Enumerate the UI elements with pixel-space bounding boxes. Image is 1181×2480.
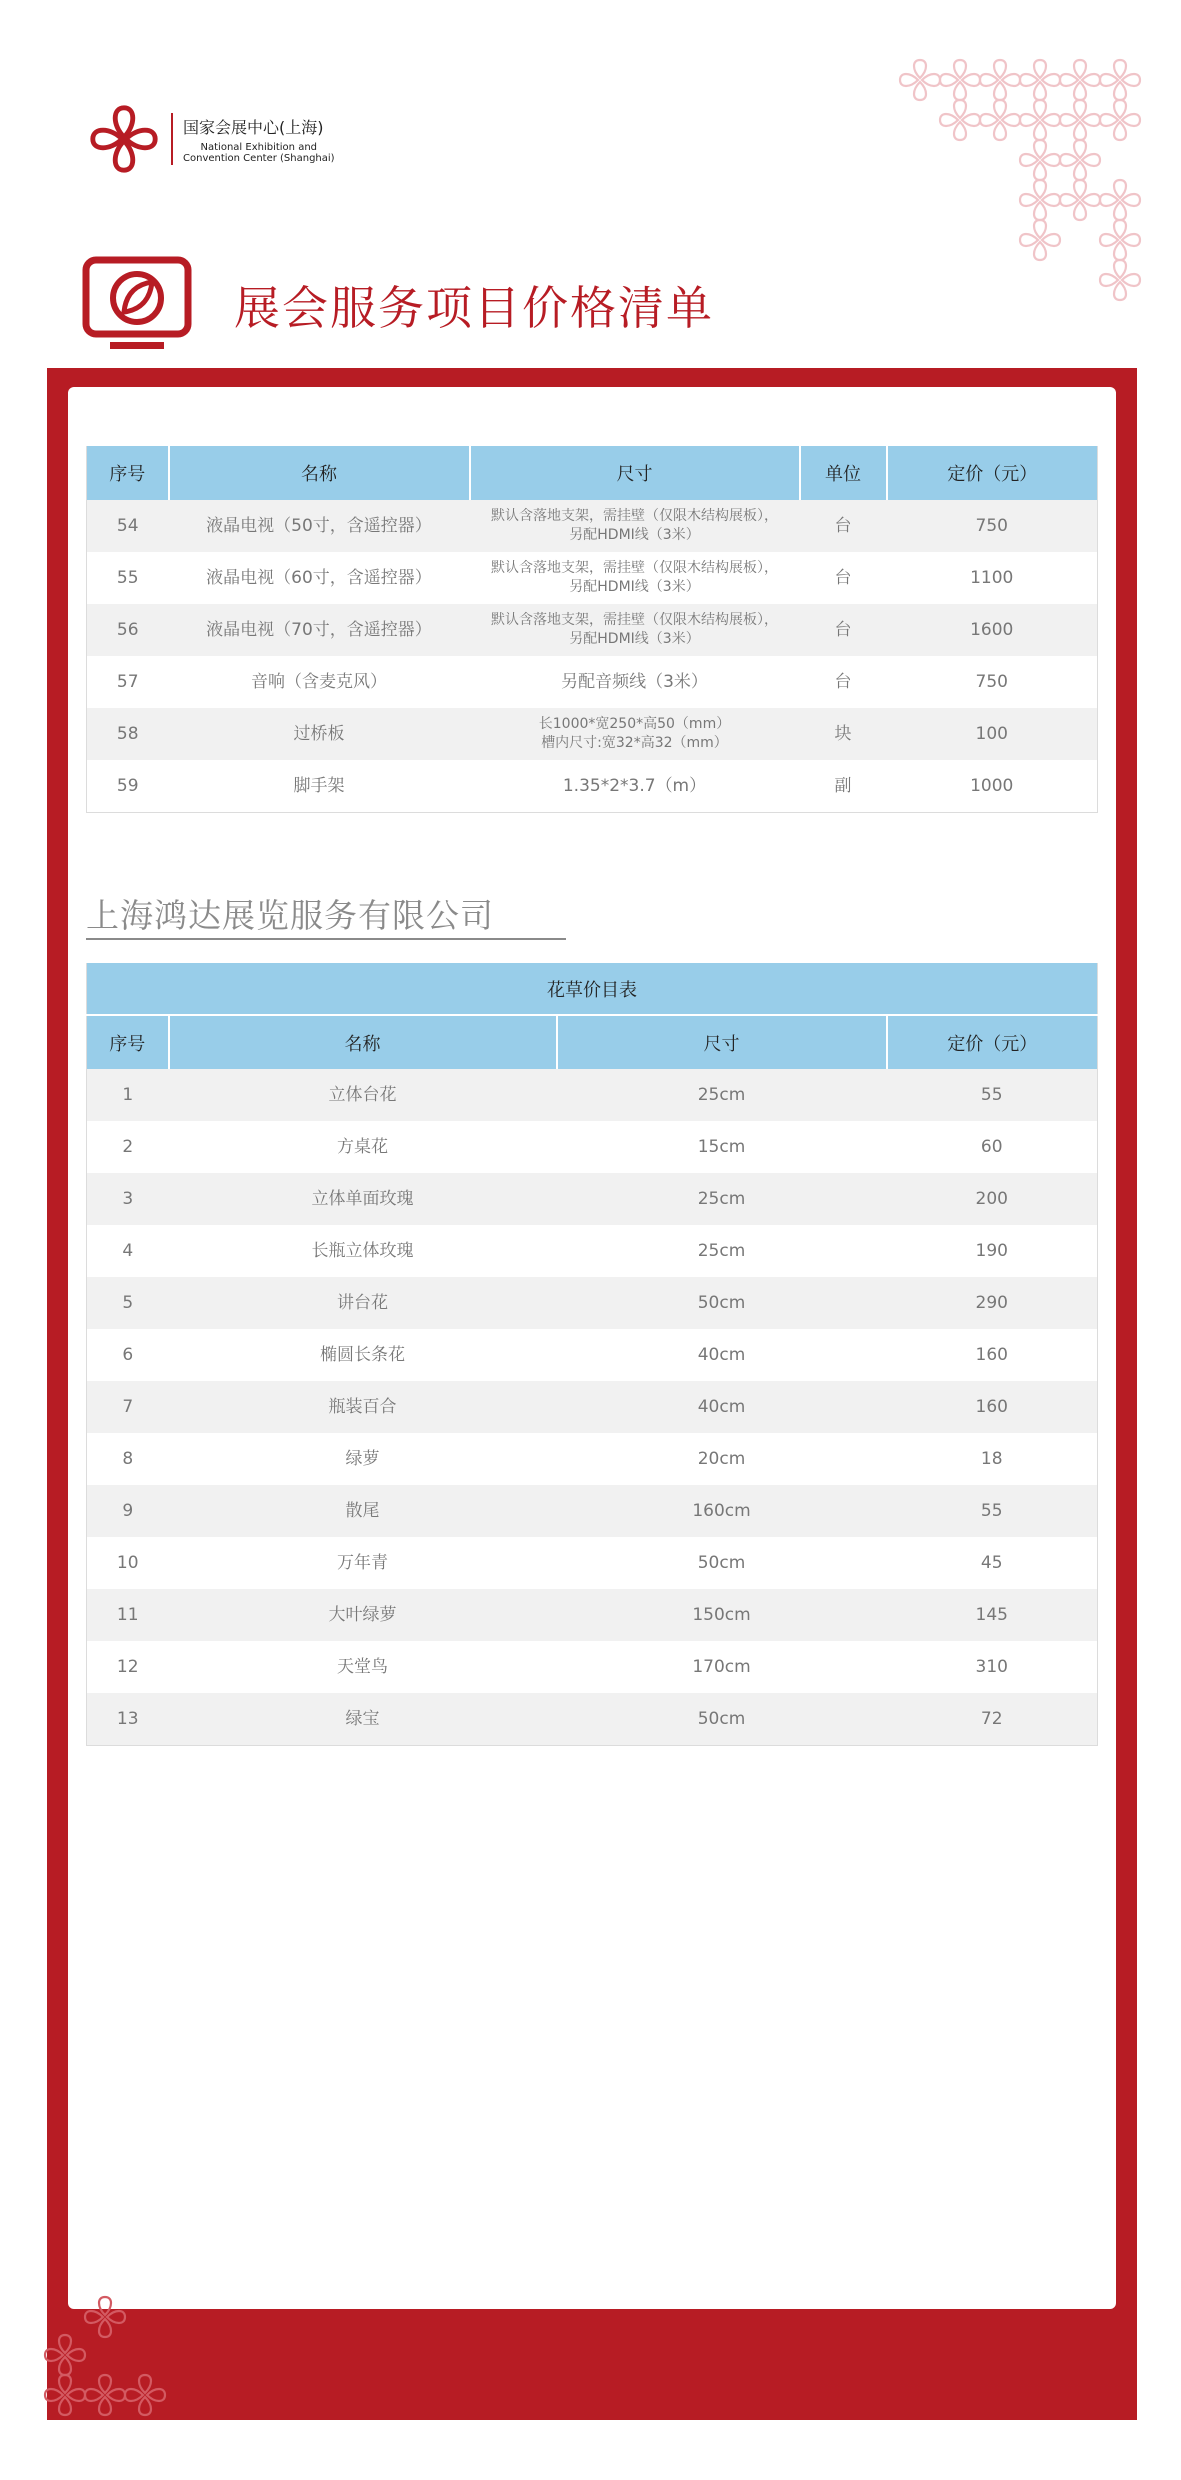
cell-name: 绿萝 bbox=[345, 1449, 380, 1469]
header-price: 定价（元） bbox=[887, 446, 1098, 500]
cell-name: 散尾 bbox=[169, 1485, 557, 1537]
cell-size bbox=[470, 552, 800, 604]
clover-pattern-decoration-bottom bbox=[40, 2295, 180, 2430]
table-header-row bbox=[87, 446, 1098, 500]
cell-size: 25cm bbox=[557, 1173, 887, 1225]
header-unit: 单位 bbox=[800, 446, 887, 500]
cell-no: 5 bbox=[87, 1277, 169, 1329]
table-caption: 花草价目表 bbox=[87, 963, 1098, 1015]
cell-name: 长瓶立体玫瑰 bbox=[311, 1241, 414, 1261]
cell-unit: 副 bbox=[834, 775, 852, 796]
clover-logo-icon bbox=[85, 100, 163, 178]
cell-size: 50cm bbox=[697, 1553, 746, 1573]
cell-name: 天堂鸟 bbox=[337, 1657, 388, 1677]
table-row bbox=[87, 708, 1098, 760]
header-price: 定价（元） bbox=[887, 1015, 1098, 1069]
table-row bbox=[87, 604, 1098, 656]
cell-no: 1 bbox=[87, 1069, 169, 1121]
size-line-2: 另配HDMI线（3米） bbox=[569, 631, 700, 647]
size-line-2: 另配HDMI线（3米） bbox=[569, 579, 700, 595]
cell-size: 20cm bbox=[697, 1449, 746, 1469]
cell-size: 160cm bbox=[557, 1485, 887, 1537]
cell-size: 170cm bbox=[692, 1657, 751, 1677]
cell-no: 9 bbox=[87, 1485, 169, 1537]
table-header-row bbox=[87, 1015, 1098, 1069]
cell-name: 脚手架 bbox=[293, 775, 345, 796]
cell-price: 145 bbox=[887, 1589, 1098, 1641]
table-row bbox=[87, 760, 1098, 812]
size-line-1: 长1000*宽250*高50（mm） bbox=[538, 716, 731, 732]
table-row bbox=[87, 500, 1098, 552]
size-line-2: 另配HDMI线（3米） bbox=[569, 527, 700, 543]
cell-size bbox=[470, 604, 800, 656]
company-underline bbox=[86, 938, 566, 940]
table-row bbox=[87, 1329, 1098, 1381]
cell-name: 音响（含麦克风） bbox=[251, 672, 387, 692]
cell-name: 方桌花 bbox=[337, 1137, 388, 1157]
cell-size: 50cm bbox=[557, 1277, 887, 1329]
cell-name: 液晶电视（50寸，含遥控器） bbox=[169, 500, 470, 552]
table-row bbox=[87, 1693, 1098, 1745]
cell-no: 8 bbox=[122, 1449, 134, 1469]
table-caption-row bbox=[87, 963, 1098, 1015]
cell-name: 绿宝 bbox=[169, 1693, 557, 1745]
logo-name-en-1: National Exhibition and bbox=[200, 141, 318, 153]
cell-no: 3 bbox=[87, 1173, 169, 1225]
cell-price: 100 bbox=[887, 708, 1098, 760]
page-title: 展会服务项目价格清单 bbox=[234, 281, 714, 335]
cell-unit: 台 bbox=[834, 672, 852, 692]
cell-no: 11 bbox=[87, 1589, 169, 1641]
cell-no: 55 bbox=[116, 568, 139, 588]
cell-name: 液晶电视（60寸，含遥控器） bbox=[206, 568, 432, 588]
cell-name: 大叶绿萝 bbox=[169, 1589, 557, 1641]
cell-price: 200 bbox=[887, 1173, 1098, 1225]
size-line-1: 默认含落地支架，需挂壁（仅限木结构展板）， bbox=[491, 612, 778, 628]
table-row bbox=[87, 1641, 1098, 1693]
size-line-2: 槽内尺寸:宽32*高32（mm） bbox=[541, 735, 728, 751]
cell-no: 59 bbox=[116, 775, 139, 796]
logo-name-cn: 国家会展中心(上海) bbox=[183, 117, 324, 137]
cell-size: 另配音频线（3米） bbox=[561, 672, 708, 692]
flower-price-table bbox=[86, 963, 1098, 1746]
cell-price: 290 bbox=[887, 1277, 1098, 1329]
table-row bbox=[87, 1069, 1098, 1121]
cell-name: 万年青 bbox=[337, 1553, 388, 1573]
cell-price: 160 bbox=[975, 1345, 1008, 1365]
cell-name: 立体台花 bbox=[169, 1069, 557, 1121]
cell-price: 55 bbox=[887, 1069, 1098, 1121]
logo-divider bbox=[171, 113, 173, 165]
cell-name: 液晶电视（70寸，含遥控器） bbox=[169, 604, 470, 656]
cell-name: 过桥板 bbox=[169, 708, 470, 760]
table-row bbox=[87, 1121, 1098, 1173]
cell-unit: 块 bbox=[800, 708, 887, 760]
organization-logo bbox=[85, 100, 335, 178]
cell-size: 1.35*2*3.7（m） bbox=[562, 775, 707, 796]
table-row bbox=[87, 1589, 1098, 1641]
header-no: 序号 bbox=[87, 446, 169, 500]
cell-price: 750 bbox=[887, 500, 1098, 552]
cell-unit: 台 bbox=[834, 568, 852, 588]
table-row bbox=[87, 1433, 1098, 1485]
cell-no: 13 bbox=[87, 1693, 169, 1745]
table-row bbox=[87, 1485, 1098, 1537]
table-row bbox=[87, 1381, 1098, 1433]
header-name: 名称 bbox=[169, 1015, 557, 1069]
cell-no: 12 bbox=[116, 1657, 139, 1677]
table-row bbox=[87, 1277, 1098, 1329]
cell-size: 150cm bbox=[557, 1589, 887, 1641]
header-name: 名称 bbox=[169, 446, 470, 500]
table-row bbox=[87, 552, 1098, 604]
size-line-1: 默认含落地支架，需挂壁（仅限木结构展板）， bbox=[491, 508, 778, 524]
cell-no: 54 bbox=[87, 500, 169, 552]
cell-size: 40cm bbox=[697, 1345, 746, 1365]
table-row bbox=[87, 656, 1098, 708]
table-row bbox=[87, 1225, 1098, 1277]
cell-price: 1000 bbox=[970, 775, 1014, 796]
cell-price: 60 bbox=[980, 1137, 1003, 1157]
cell-price: 190 bbox=[975, 1241, 1008, 1261]
cell-name: 讲台花 bbox=[169, 1277, 557, 1329]
cell-price: 1100 bbox=[970, 568, 1014, 588]
cell-size: 25cm bbox=[557, 1069, 887, 1121]
cell-name: 瓶装百合 bbox=[169, 1381, 557, 1433]
cell-no: 6 bbox=[122, 1345, 134, 1365]
cell-size bbox=[470, 500, 800, 552]
size-line-1: 默认含落地支架，需挂壁（仅限木结构展板）， bbox=[491, 560, 778, 576]
cell-unit: 台 bbox=[800, 604, 887, 656]
cell-price: 55 bbox=[887, 1485, 1098, 1537]
cell-name: 椭圆长条花 bbox=[320, 1345, 405, 1365]
cell-price: 18 bbox=[980, 1449, 1003, 1469]
equipment-price-table bbox=[86, 446, 1098, 813]
cell-unit: 台 bbox=[800, 500, 887, 552]
cell-no: 58 bbox=[87, 708, 169, 760]
cell-size: 50cm bbox=[557, 1693, 887, 1745]
cell-no: 56 bbox=[87, 604, 169, 656]
monitor-icon bbox=[82, 256, 192, 352]
cell-price: 72 bbox=[887, 1693, 1098, 1745]
cell-price: 45 bbox=[980, 1553, 1003, 1573]
cell-no: 7 bbox=[87, 1381, 169, 1433]
cell-no: 10 bbox=[116, 1553, 139, 1573]
company-name: 上海鸿达展览服务有限公司 bbox=[86, 896, 494, 935]
table-row bbox=[87, 1537, 1098, 1589]
cell-size: 40cm bbox=[557, 1381, 887, 1433]
table-row bbox=[87, 1173, 1098, 1225]
cell-price: 1600 bbox=[887, 604, 1098, 656]
cell-price: 160 bbox=[887, 1381, 1098, 1433]
header-size: 尺寸 bbox=[470, 446, 800, 500]
cell-no: 2 bbox=[122, 1137, 134, 1157]
cell-size bbox=[470, 708, 800, 760]
cell-name: 立体单面玫瑰 bbox=[169, 1173, 557, 1225]
logo-name-en-2: Convention Center (Shanghai) bbox=[183, 152, 335, 164]
header-no: 序号 bbox=[87, 1015, 169, 1069]
cell-size: 25cm bbox=[697, 1241, 746, 1261]
cell-size: 15cm bbox=[697, 1137, 746, 1157]
cell-price: 310 bbox=[975, 1657, 1008, 1677]
cell-price: 750 bbox=[975, 672, 1008, 692]
header-size: 尺寸 bbox=[557, 1015, 887, 1069]
cell-no: 57 bbox=[116, 672, 139, 692]
clover-pattern-decoration bbox=[890, 55, 1150, 305]
cell-no: 4 bbox=[122, 1241, 134, 1261]
